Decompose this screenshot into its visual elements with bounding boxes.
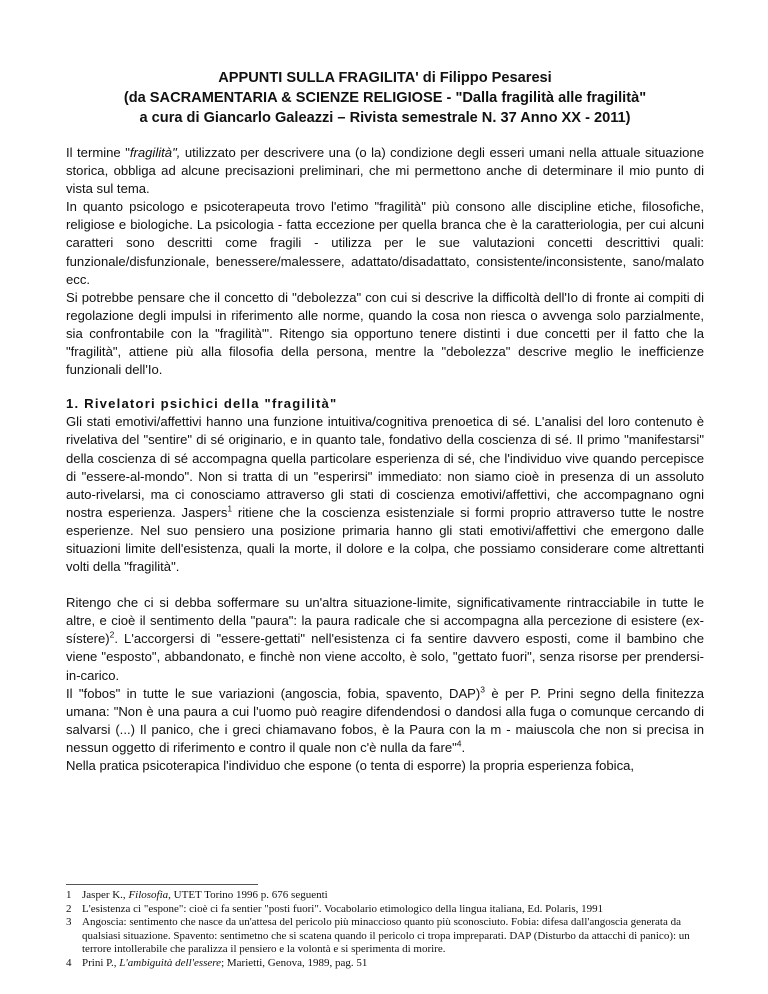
book-title: Filosofia (128, 889, 169, 901)
emphasis-fragilita: fragilità", (129, 145, 181, 160)
footnote-number: 4 (66, 956, 72, 969)
section-1-paragraph-1 (66, 413, 704, 576)
section-1-heading: 1. Rivelatori psichici della "fragilità" (66, 396, 338, 412)
footnotes (66, 884, 704, 971)
footnote-number: 1 (66, 889, 72, 901)
footnote-number: 3 (66, 916, 72, 929)
section-1-paragraph-3 (66, 685, 704, 757)
footnote-4 (66, 957, 704, 971)
text-run: . (461, 739, 466, 755)
text-run: Prini P., (82, 956, 120, 969)
footnote-2 (66, 903, 704, 917)
book-title: L'ambiguità dell'essere (119, 956, 222, 969)
text-run: Il termine " (66, 145, 130, 160)
footnote-number: 2 (66, 902, 72, 915)
footnote-text (82, 889, 704, 903)
document-title (66, 68, 704, 128)
text-run: ; Marietti, Genova, 1989, pag. 51 (221, 956, 368, 969)
footnote-text: L'esistenza ci "espone": cioè ci fa sentier "posti fuori". Vocabolario etimologico della lingua italiana, Ed. Polaris, 1991 (82, 902, 604, 915)
section-1-paragraph-4: Nella pratica psicoterapica l'individuo che espone (o tenta di esporre) la propria esperienza fobica, (66, 758, 635, 773)
text-run: ritiene che la coscienza esistenziale si formi proprio attraverso tutte le nostre esperienze. Nel suo pensiero una posizione primaria hanno gli stati emotivi/affettivi che emergono dalle situazioni limite dell'esistenza, quali la morte, il dolore e la colpa, che possiamo considerare come altrettanti volti della "fragilità". (66, 504, 704, 575)
text-run: è per P. Prini segno della finitezza umana: "Non è una paura a cui l'uomo può reagire difendendosi o dandosi alla fuga o comunque cercando di salvarsi (...) Il panico, che i greci chiamavano fobos, è la Paura con la m - maiuscola che non si precisa in nessun oggetto di riferimento e contro il quale non c'è nulla da fare" (66, 685, 705, 755)
footnote-ref-1[interactable]: 1 (227, 503, 233, 514)
footnote-separator (66, 884, 258, 885)
title-line-3: a cura di Giancarlo Galeazzi – Rivista semestrale N. 37 Anno XX - 2011) (139, 110, 631, 126)
intro-paragraph-1 (66, 144, 704, 198)
footnote-text: Angoscia: sentimento che nasce da un'attesa del pericolo più minaccioso quanto più sconosciuto. Fobia: difesa dall'angoscia generata da qualsiasi situazione. Spavento: sentimetno che si scatena quando il pericolo ci tropa impreparati. DAP (Disturbo da attacchi di panico): un terrore intollerabile che paralizza il pensiero e la volontà e si sperimenta di morire. (82, 916, 690, 956)
title-line-2: (da SACRAMENTARIA & SCIENZE RELIGIOSE - "Dalla fragilità alle fragilità" (123, 90, 647, 106)
title-line-1: APPUNTI SULLA FRAGILITA' di Filippo Pesaresi (218, 70, 552, 86)
text-run: . L'accorgersi di "essere-gettati" nell'esistenza ci fa sentire davvero esposti, come il bambino che viene "esposto", abbandonato, e finchè non viene accolto, è solo, "gettato fuori", senza risorse per prendersi-in-carico. (66, 631, 704, 683)
footnote-ref-4[interactable]: 4 (456, 738, 462, 749)
footnote-ref-2[interactable]: 2 (109, 629, 115, 640)
text-run: Ritengo che ci si debba soffermare su un'altra situazione-limite, significativamente rintracciabile in tutte le altre, e cioè il sentimento della "paura": la paura radicale che si accompagna alla percezione di esistere (ex-sístere) (66, 595, 704, 647)
footnote-ref-3[interactable]: 3 (480, 684, 486, 695)
text-run: Jasper K., (82, 889, 129, 901)
text-run: utilizzato per descrivere una (o la) condizione degli esseri umani nella attuale situazione storica, obbliga ad alcune precisazioni preliminari, che mi permettono anche di determinare il mio punto di vista sul tema. (66, 145, 704, 197)
intro-paragraph-2: In quanto psicologo e psicoterapeuta trovo l'etimo "fragilità" più consono alle discipline etiche, filosofiche, religiose e biologiche. La psicologia - fatta eccezione per quella branca che è la caratteriologia, per cui alcuni caratteri sono descritti come fragili - utilizza per le sue valutazioni concetti descrittivi quali: funzionale/disfunzionale, benessere/malessere, adattato/disadattato, consistente/inconsistente, sano/malato ecc. (66, 199, 704, 287)
text-run: , UTET Torino 1996 p. 676 seguenti (168, 889, 328, 901)
paragraph-gap (66, 576, 704, 594)
intro-paragraph-3: Si potrebbe pensare che il concetto di "debolezza" con cui si descrive la difficoltà dell'Io di fronte ai compiti di regolazione degli impulsi in riferimento alle norme, quando la cosa non riesca o avvenga solo parzialmente, sia confrontabile con la "fragilità"'. Ritengo sia opportuno tenere distinti i due concetti per il fatto che la "fragilità", attiene più alla filosofia della persona, mentre la "debolezza" descrive meglio le inefficienze funzionali dell'Io. (66, 289, 704, 378)
section-1-paragraph-2 (66, 594, 704, 684)
text-run: Il "fobos" in tutte le sue variazioni (angoscia, fobia, spavento, DAP) (66, 685, 481, 701)
footnote-3 (66, 916, 704, 957)
text-run: Gli stati emotivi/affettivi hanno una funzione intuitiva/cognitiva prenoetica di sé. L'analisi del loro contenuto è rivelativa del "sentire" di sé originario, e in quanto tale, fondativo della coscienza di sé. Il primo "manifestarsi" della coscienza di sé accompagna quella particolare esperienza di sé, che l'individuo vive quando percepisce di "essere-al-mondo". Non si tratta di un "esperirsi" immediato: non siamo cioè in presenza di un assoluto auto-rivelarsi, ma ci conosciamo attraverso gli stati di coscienza emotivi/affettivi, che accompagnano ogni nostra esperienza. Jaspers (66, 414, 704, 520)
footnote-1 (66, 889, 704, 903)
footnote-text (82, 957, 704, 971)
